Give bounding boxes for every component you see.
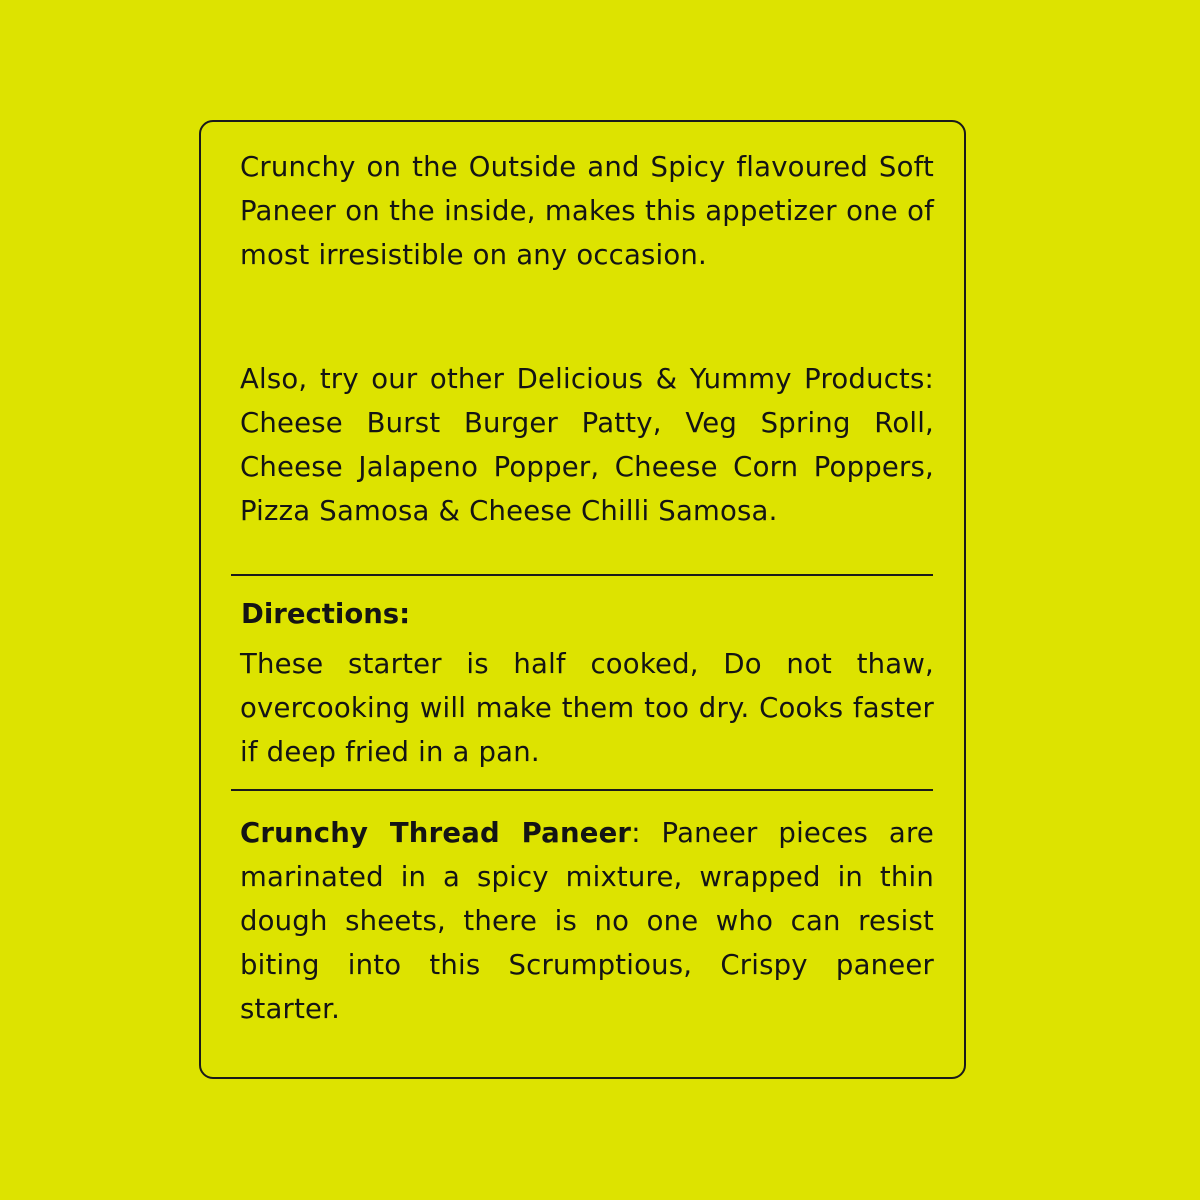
- product-name: Crunchy Thread Paneer: [240, 817, 632, 849]
- section-divider-top: [231, 574, 933, 576]
- directions-heading: Directions:: [241, 598, 411, 630]
- product-description-paragraph: [240, 811, 934, 1031]
- directions-paragraph: These starter is half cooked, Do not thaw, overcooking will make them too dry. Cooks faster if deep fried in a pan.: [240, 648, 934, 768]
- product-description-text: : Paneer pieces are marinated in a spicy mixture, wrapped in thin dough sheets, there is no one who can resist biting into this Scrumptious, Crispy paneer starter.: [240, 817, 934, 1025]
- intro-paragraph: Crunchy on the Outside and Spicy flavoured Soft Paneer on the inside, makes this appetizer one of most irresistible on any occasion.: [240, 151, 934, 271]
- section-divider-bottom: [231, 789, 933, 791]
- other-products-paragraph: Also, try our other Delicious & Yummy Products: Cheese Burst Burger Patty, Veg Spring Roll, Cheese Jalapeno Popper, Cheese Corn Poppers, Pizza Samosa & Cheese Chilli Samosa.: [240, 363, 934, 527]
